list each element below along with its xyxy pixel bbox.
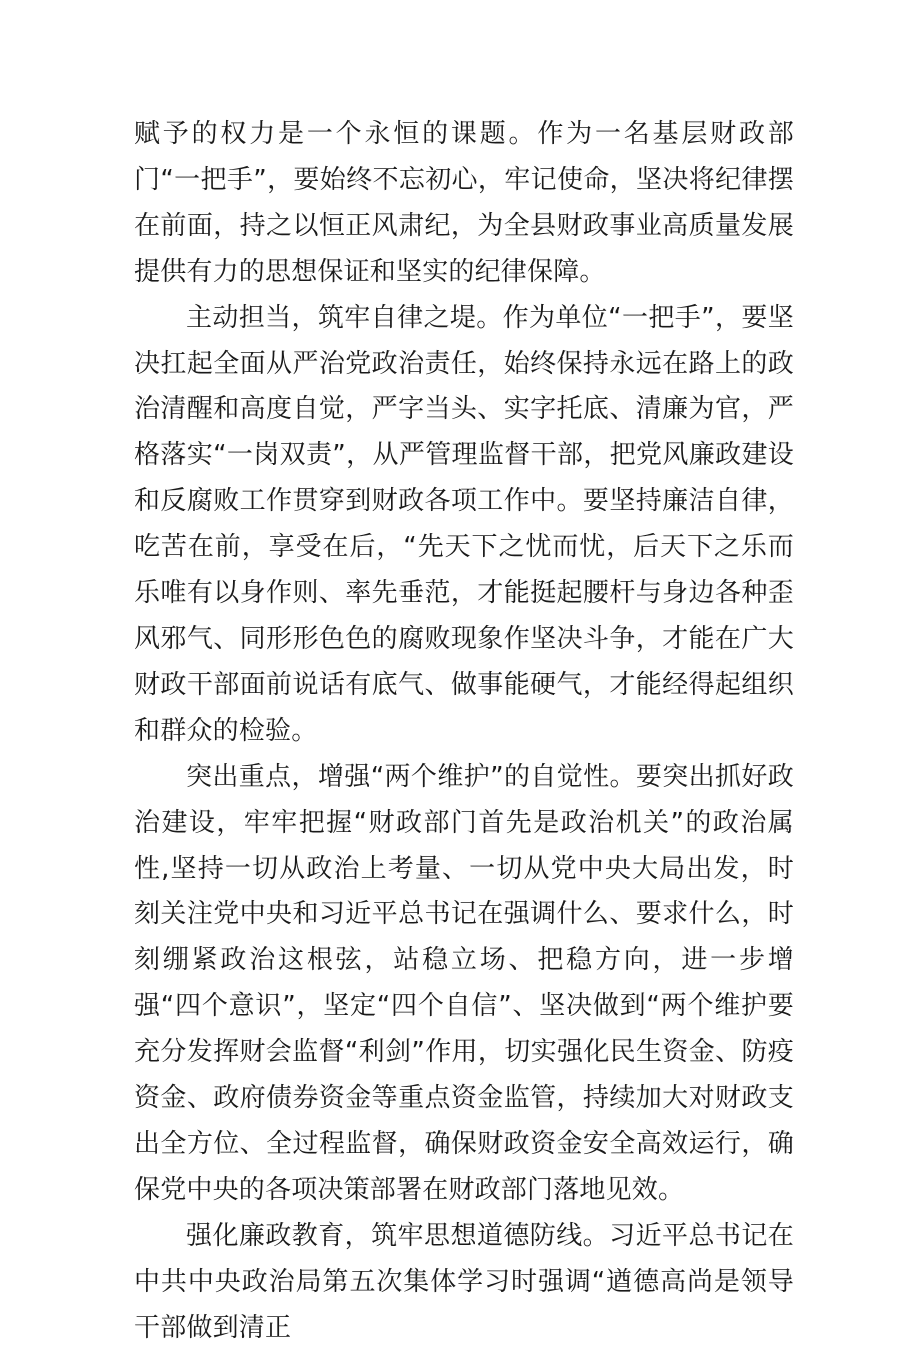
paragraph-integrity-education: 强化廉政教育，筑牢思想道德防线。习近平总书记在中共中央政治局第五次集体学习时强调“遒德高尚是领导干部做到清正: [134, 1220, 794, 1343]
paragraph-self-discipline: 主动担当，筑牢自律之堤。作为单位“一把手”，要坚决扛起全面从严治党政治责任，始终保持永远在路上的政治清醒和高度自觉，严字当头、实字托底、清廉为官，严格落实“一岗双责”，从严管理监督干部，把党风廉政建设和反腐败工作贯穿到财政各项工作中。要坚持廉洁自律，吃苦在前，享受在后，“先天下之忧而忧，后天下之乐而乐唯有以身作则、率先垂范，才能挺起腰杆与身边各种歪风邪气、同形形色色的腐败现象作坚决斗争，才能在广大财政干部面前说话有底气、做事能硬气，才能经得起组织和群众的检验。: [134, 302, 794, 746]
paragraph-continuation: 赋予的权力是一个永恒的课题。作为一名基层财政部门“一把手”，要始终不忘初心，牢记使命，坚决将纪律摆在前面，持之以恒正风肃纪，为全县财政事业高质量发展提供有力的思想保证和坚实的纪律保障。: [134, 119, 794, 287]
paragraph-two-safeguards: 突出重点，增强“两个维护”的自觉性。要突出抓好政治建设，牢牢把握“财政部门首先是政治机关”的政治属性,坚持一切从政治上考量、一切从党中央大局出发，时刻关注党中央和习近平总书记在强调什么、要求什么，时刻绷紧政治这根弦，站稳立场、把稳方向，进一步增强“四个意识”，坚定“四个自信”、坚决做到“两个维护要充分发挥财会监督“利剑”作用，切实强化民生资金、防疫资金、政府债券资金等重点资金监管，持续加大对财政支出全方位、全过程监督，确保财政资金安全高效运行，确保党中央的各项决策部署在财政部门落地见效。: [134, 761, 794, 1205]
document-body: [134, 112, 794, 1351]
